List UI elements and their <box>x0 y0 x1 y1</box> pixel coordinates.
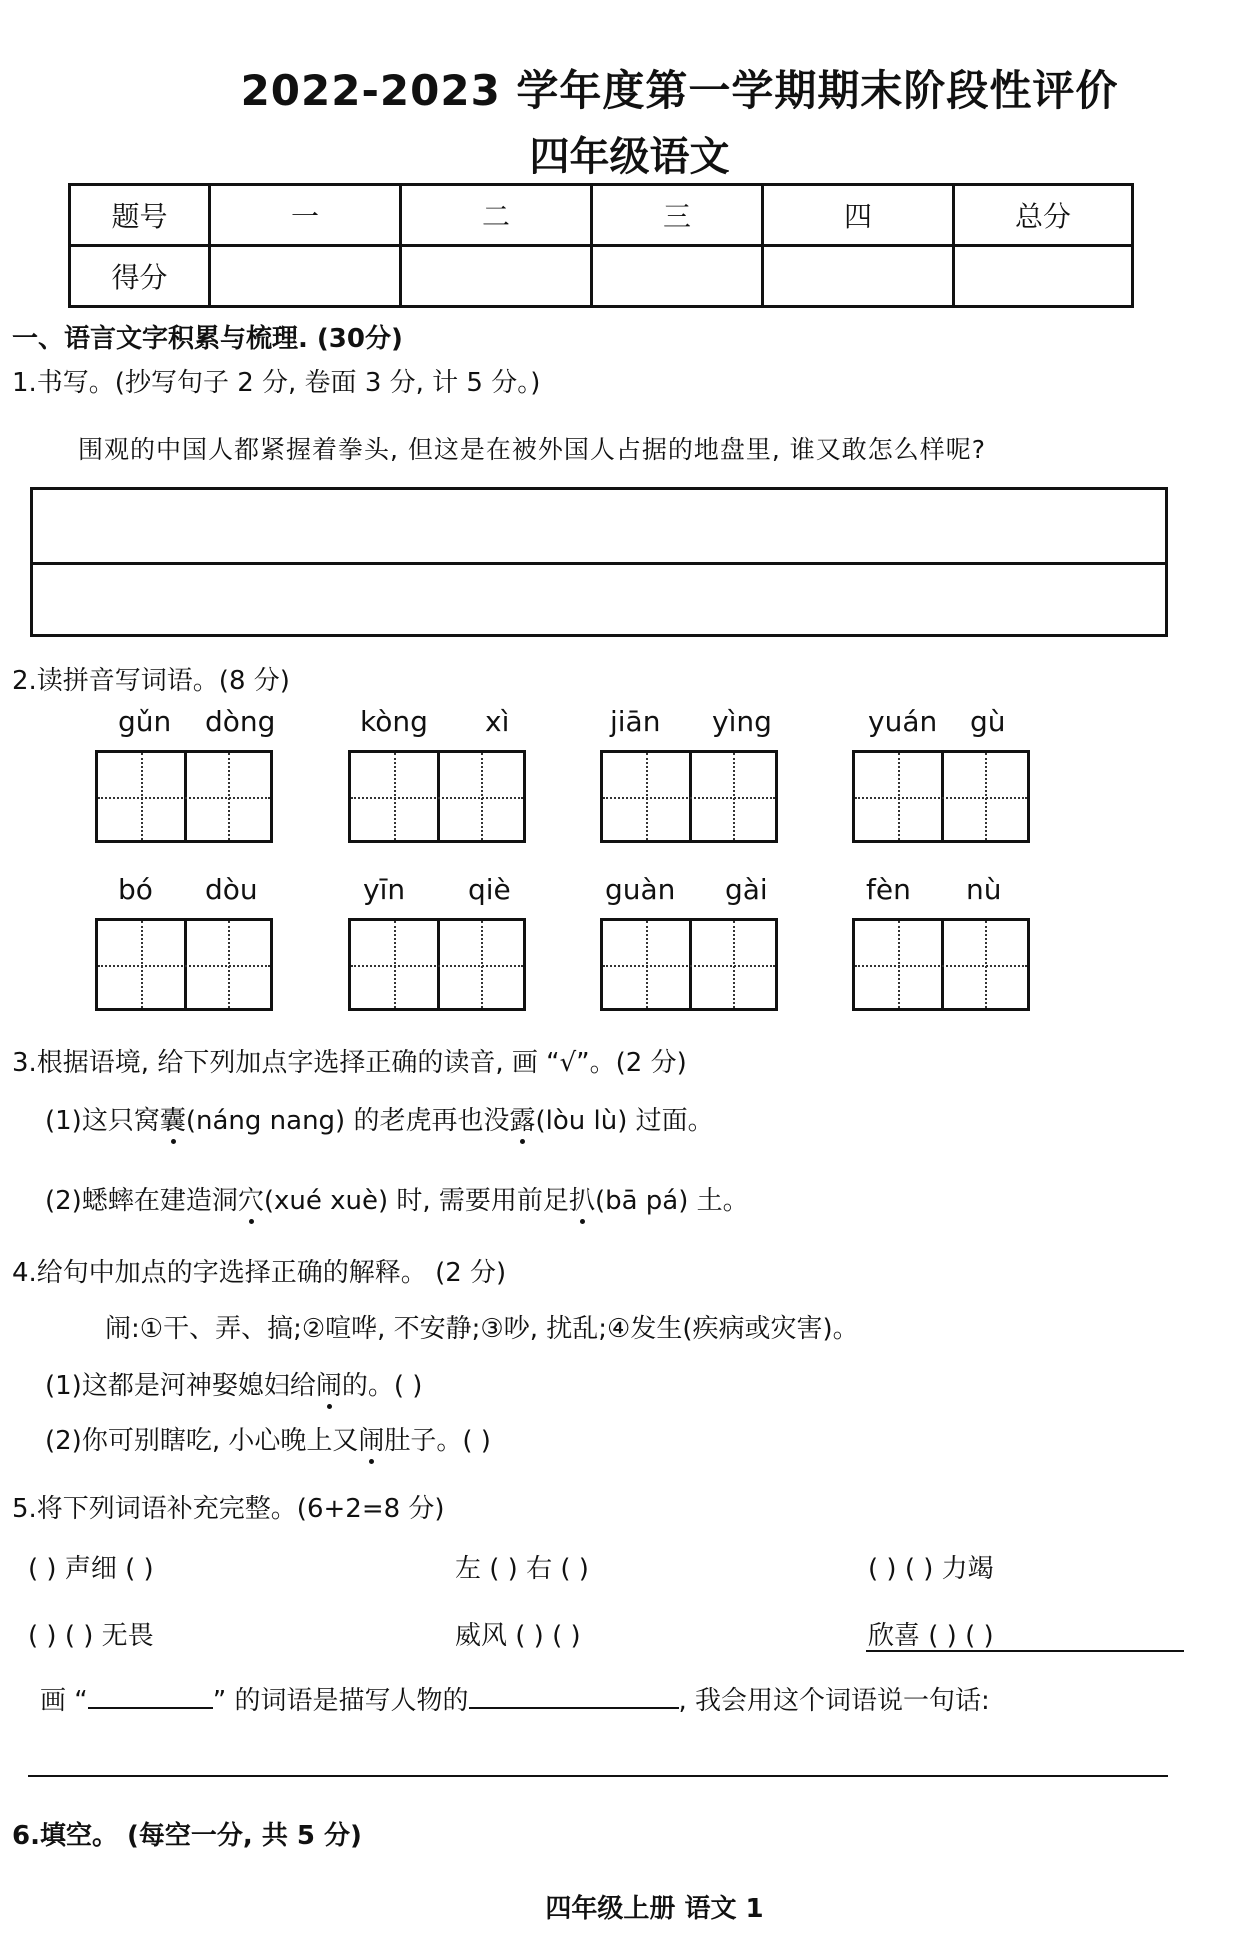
pinyin: bó <box>118 873 153 906</box>
underline <box>866 1650 1184 1652</box>
pinyin: gù <box>970 705 1006 738</box>
score-input-cell[interactable] <box>763 246 954 307</box>
q3-label: 3.根据语境, 给下列加点字选择正确的读音, 画 “√”。(2 分) <box>12 1048 687 1078</box>
q6-label: 6.填空。 (每空一分, 共 5 分) <box>12 1821 362 1851</box>
dotted-char: 囊 <box>159 1106 186 1136</box>
pinyin: yìng <box>712 705 772 738</box>
answer-blank[interactable] <box>469 1685 679 1709</box>
answer-blank[interactable]: 的。( ) <box>341 1371 423 1401</box>
pinyin: yīn <box>363 873 406 906</box>
dotted-char: 闹 <box>315 1371 342 1401</box>
pinyin: yuán <box>868 705 938 738</box>
pinyin: dòu <box>205 873 258 906</box>
text: , 我会用这个词语说一句话: <box>678 1686 990 1716</box>
text: (1)这都是河神娶媳妇给 <box>45 1371 316 1401</box>
pinyin: gài <box>725 873 768 906</box>
writing-grid[interactable] <box>852 918 1030 1011</box>
section-heading: 一、语言文字积累与梳理. (30分) <box>12 324 403 354</box>
dotted-char: 穴 <box>237 1186 264 1216</box>
score-cell: 二 <box>401 185 592 246</box>
q1-label: 1.书写。(抄写句子 2 分, 卷面 3 分, 计 5 分。) <box>12 368 541 398</box>
writing-grid[interactable] <box>95 750 273 843</box>
idiom-fill[interactable]: 威风 ( ) ( ) <box>455 1621 581 1651</box>
reading-options[interactable]: (bā pá) 土。 <box>594 1186 749 1216</box>
dotted-char: 闹 <box>358 1426 385 1456</box>
page-footer: 四年级上册 语文 1 <box>545 1894 764 1924</box>
pinyin: dòng <box>205 705 276 738</box>
q4-label: 4.给句中加点的字选择正确的解释。 (2 分) <box>12 1258 507 1288</box>
score-cell: 四 <box>763 185 954 246</box>
pinyin: nù <box>966 873 1002 906</box>
q3-item1 <box>45 1100 714 1137</box>
score-cell: 题号 <box>70 185 210 246</box>
answer-line[interactable] <box>28 1775 1168 1777</box>
idiom-fill[interactable]: ( ) 声细 ( ) <box>28 1554 154 1584</box>
writing-grid[interactable] <box>852 750 1030 843</box>
pinyin: xì <box>485 705 510 738</box>
score-input-cell[interactable] <box>954 246 1133 307</box>
q1-sentence: 围观的中国人都紧握着拳头, 但这是在被外国人占据的地盘里, 谁又敢怎么样呢? <box>78 435 987 464</box>
pinyin: gǔn <box>118 705 172 738</box>
score-table-header-row <box>70 185 1133 246</box>
q2-label: 2.读拼音写词语。(8 分) <box>12 666 290 696</box>
copy-writing-box[interactable] <box>30 487 1168 637</box>
answer-blank[interactable] <box>88 1685 213 1709</box>
writing-grid[interactable] <box>600 750 778 843</box>
q4-item2 <box>45 1420 491 1457</box>
q4-definitions: 闹:①干、弄、搞;②喧哗, 不安静;③吵, 扰乱;④发生(疾病或灾害)。 <box>105 1314 859 1344</box>
dotted-char: 露 <box>509 1106 536 1136</box>
idiom-fill[interactable]: 欣喜 ( ) ( ) <box>868 1621 994 1651</box>
pinyin: guàn <box>605 873 676 906</box>
score-table-row <box>70 246 1133 307</box>
idiom-fill[interactable]: 左 ( ) 右 ( ) <box>455 1554 589 1584</box>
score-input-cell[interactable] <box>210 246 401 307</box>
writing-grid[interactable] <box>600 918 778 1011</box>
score-input-cell[interactable] <box>401 246 592 307</box>
pinyin: qiè <box>468 873 511 906</box>
score-input-cell[interactable] <box>592 246 763 307</box>
score-cell: 三 <box>592 185 763 246</box>
idiom-fill[interactable]: ( ) ( ) 无畏 <box>28 1621 154 1651</box>
text: (1)这只窝 <box>45 1106 160 1136</box>
q5-prompt <box>40 1680 990 1717</box>
writing-grid[interactable] <box>348 750 526 843</box>
exam-subtitle: 四年级语文 <box>529 134 730 180</box>
dotted-char: 扒 <box>568 1186 595 1216</box>
score-table <box>68 183 1134 308</box>
writing-grid[interactable] <box>95 918 273 1011</box>
text: 画 “ <box>40 1686 88 1716</box>
score-cell: 一 <box>210 185 401 246</box>
text: (2)你可别瞎吃, 小心晚上又 <box>45 1426 359 1456</box>
pinyin: kòng <box>360 705 428 738</box>
reading-options[interactable]: (náng nang) 的老虎再也没 <box>185 1106 510 1136</box>
score-label: 得分 <box>70 246 210 307</box>
text: (2)蟋蟀在建造洞 <box>45 1186 238 1216</box>
text: ” 的词语是描写人物的 <box>212 1686 469 1716</box>
score-cell: 总分 <box>954 185 1133 246</box>
answer-blank[interactable]: 肚子。( ) <box>384 1426 491 1456</box>
pinyin: fèn <box>866 873 911 906</box>
pinyin: jiān <box>610 705 661 738</box>
exam-title: 2022-2023 学年度第一学期期末阶段性评价 <box>240 66 1119 115</box>
q5-label: 5.将下列词语补充完整。(6+2=8 分) <box>12 1494 445 1524</box>
idiom-fill[interactable]: ( ) ( ) 力竭 <box>868 1554 994 1584</box>
reading-options[interactable]: (xué xuè) 时, 需要用前足 <box>263 1186 569 1216</box>
q4-item1 <box>45 1365 422 1402</box>
writing-grid[interactable] <box>348 918 526 1011</box>
q3-item2 <box>45 1180 749 1217</box>
reading-options[interactable]: (lòu lù) 过面。 <box>535 1106 714 1136</box>
